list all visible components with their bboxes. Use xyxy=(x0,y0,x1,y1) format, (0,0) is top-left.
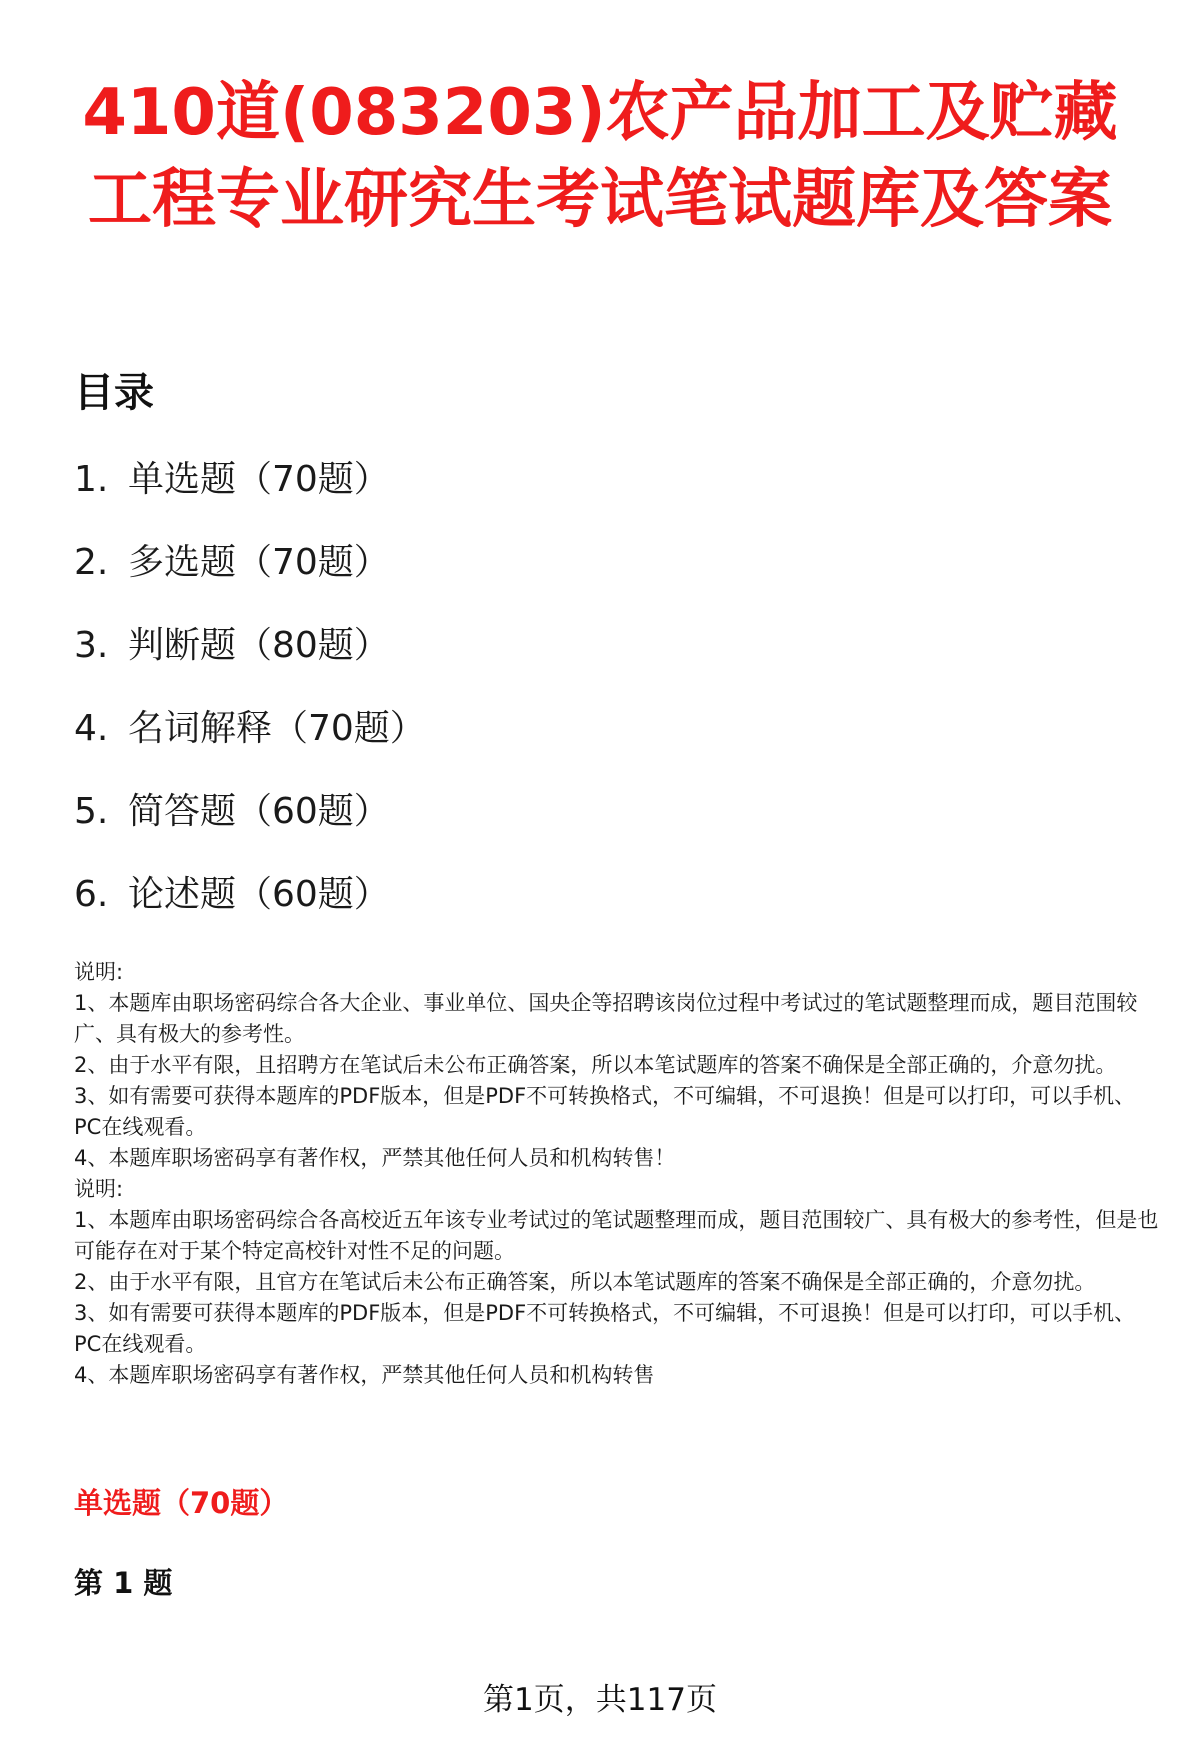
question-heading: 第 1 题 xyxy=(74,1566,173,1600)
notes-block xyxy=(74,957,1159,1391)
toc-item-label: 多选题（70题） xyxy=(128,542,390,583)
note-paragraph: 4、本题库职场密码享有著作权，严禁其他任何人员和机构转售 xyxy=(74,1363,655,1387)
note-paragraph: 2、由于水平有限，且招聘方在笔试后未公布正确答案，所以本笔试题库的答案不确保是全部正确的，介意勿扰。 xyxy=(74,1053,1117,1077)
toc-heading: 目录 xyxy=(74,370,154,416)
toc-item-number: 1. xyxy=(74,459,109,500)
document-title: 410道(083203)农产品加工及贮藏工程专业研究生考试笔试题库及答案 xyxy=(82,76,1118,237)
toc-item-label: 简答题（60题） xyxy=(128,791,390,832)
toc-item-number: 4. xyxy=(74,708,109,749)
notes-heading: 说明: xyxy=(74,1177,124,1201)
toc-item[interactable] xyxy=(74,621,874,704)
page-footer: 第1页，共117页 xyxy=(483,1682,717,1718)
note-paragraph: 1、本题库由职场密码综合各高校近五年该专业考试过的笔试题整理而成，题目范围较广、具有极大的参考性，但是也可能存在对于某个特定高校针对性不足的问题。 xyxy=(74,1208,1159,1263)
toc-item-number: 2. xyxy=(74,542,109,583)
toc-item-label: 判断题（80题） xyxy=(128,625,390,666)
section-heading: 单选题（70题） xyxy=(74,1486,289,1520)
note-paragraph: 3、如有需要可获得本题库的PDF版本，但是PDF不可转换格式，不可编辑，不可退换！但是可以打印，可以手机、PC在线观看。 xyxy=(74,1084,1136,1139)
note-paragraph: 4、本题库职场密码享有著作权，严禁其他任何人员和机构转售！ xyxy=(74,1146,676,1170)
toc-item-label: 论述题（60题） xyxy=(128,874,390,915)
toc-item[interactable] xyxy=(74,870,874,953)
toc-item[interactable] xyxy=(74,455,874,538)
note-paragraph: 3、如有需要可获得本题库的PDF版本，但是PDF不可转换格式，不可编辑，不可退换！但是可以打印，可以手机、PC在线观看。 xyxy=(74,1301,1136,1356)
toc-item-label: 单选题（70题） xyxy=(128,459,390,500)
toc-item-number: 6. xyxy=(74,874,109,915)
toc-item[interactable] xyxy=(74,538,874,621)
toc-item-number: 3. xyxy=(74,625,109,666)
toc-item[interactable] xyxy=(74,787,874,870)
note-paragraph: 1、本题库由职场密码综合各大企业、事业单位、国央企等招聘该岗位过程中考试过的笔试题整理而成，题目范围较广、具有极大的参考性。 xyxy=(74,991,1138,1046)
toc-item[interactable] xyxy=(74,704,874,787)
notes-heading: 说明: xyxy=(74,960,124,984)
note-paragraph: 2、由于水平有限，且官方在笔试后未公布正确答案，所以本笔试题库的答案不确保是全部正确的，介意勿扰。 xyxy=(74,1270,1096,1294)
table-of-contents xyxy=(74,455,874,953)
toc-item-number: 5. xyxy=(74,791,109,832)
toc-item-label: 名词解释（70题） xyxy=(128,708,426,749)
